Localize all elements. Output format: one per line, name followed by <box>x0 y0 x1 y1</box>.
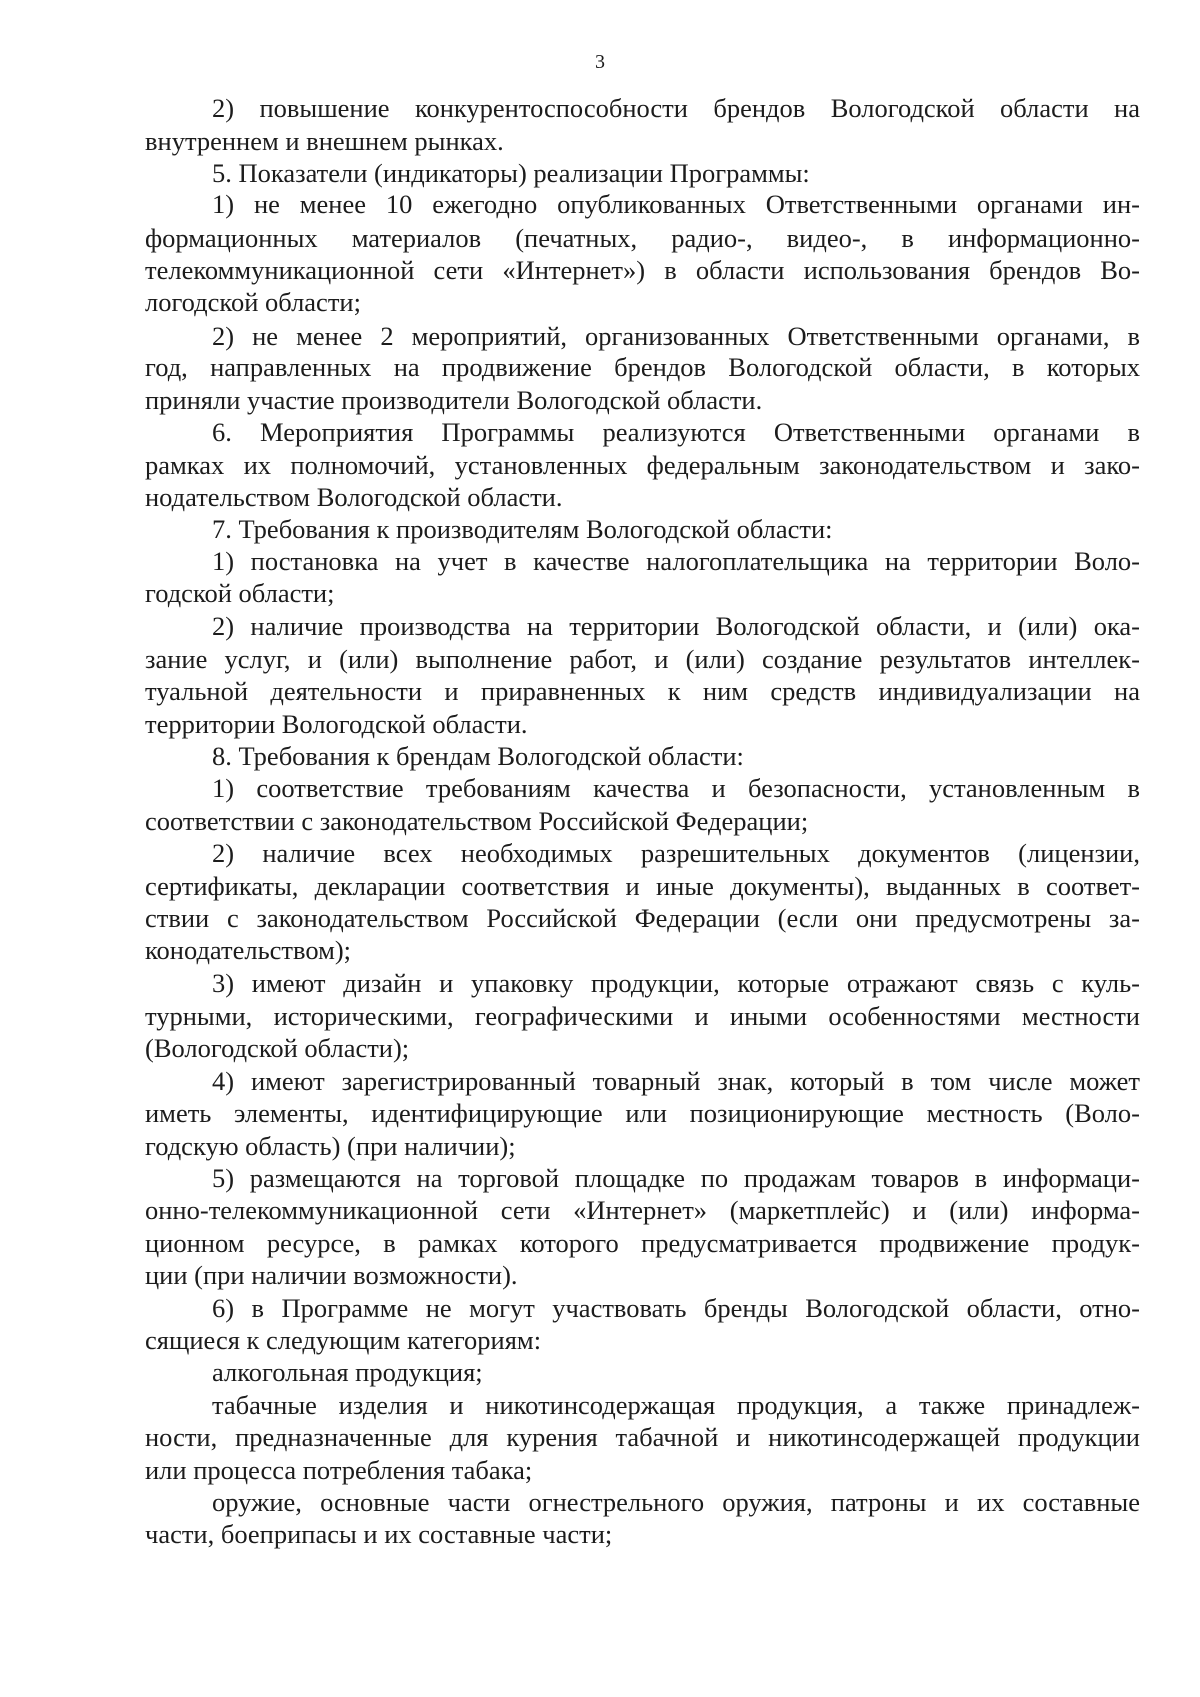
text-line <box>0 1389 1200 1421</box>
text-line-content: (Вологодской области); <box>145 1033 410 1063</box>
text-line <box>0 1227 1200 1259</box>
text-line <box>0 513 1200 545</box>
text-line-content: сящиеся к следующим категориям: <box>145 1325 542 1355</box>
text-line <box>0 610 1200 642</box>
text-line <box>0 577 1200 609</box>
text-line-content: 1) не менее 10 ежегодно опубликованных Ответственными органами ин- <box>212 189 1140 219</box>
text-line-content: 6. Мероприятия Программы реализуются Ответственными органами в <box>212 417 1140 447</box>
text-line-content: 3) имеют дизайн и упаковку продукции, которые отражают связь с куль- <box>212 968 1140 998</box>
text-line-content: внутреннем и внешнем рынках. <box>145 126 504 156</box>
text-line-content: телекоммуникационной сети «Интернет») в области использования брендов Во- <box>145 255 1140 285</box>
text-line <box>0 1324 1200 1356</box>
text-line <box>0 1162 1200 1194</box>
text-line-content: 5) размещаются на торговой площадке по продажам товаров в информаци- <box>212 1163 1140 1193</box>
text-line-content: онно-телекоммуникационной сети «Интернет» (маркетплейс) и (или) информа- <box>145 1195 1140 1225</box>
text-line-content: рамках их полномочий, установленных федеральным законодательством и зако- <box>145 450 1140 480</box>
text-line <box>0 902 1200 934</box>
text-line-content: 6) в Программе не могут участвовать бренды Вологодской области, отно- <box>212 1293 1140 1323</box>
text-line <box>0 1356 1200 1388</box>
text-line <box>0 1421 1200 1453</box>
text-line-content: или процесса потребления табака; <box>145 1455 533 1485</box>
text-line <box>0 1032 1200 1064</box>
text-line <box>0 481 1200 513</box>
text-line <box>0 675 1200 707</box>
text-line-content: ствии с законодательством Российской Федерации (если они предусмотрены за- <box>145 903 1140 933</box>
text-line-content: логодской области; <box>145 287 361 317</box>
text-line <box>0 934 1200 966</box>
text-line <box>0 384 1200 416</box>
text-line-content: 7. Требования к производителям Вологодской области: <box>212 514 833 544</box>
text-line <box>0 1130 1200 1162</box>
text-line <box>0 254 1200 286</box>
text-line <box>0 772 1200 804</box>
text-line-content: оружие, основные части огнестрельного оружия, патроны и их составные <box>212 1487 1140 1517</box>
text-line-content: иметь элементы, идентифицирующие или позиционирующие местность (Воло- <box>145 1098 1140 1128</box>
text-line-content: ции (при наличии возможности). <box>145 1260 518 1290</box>
text-line-content: туальной деятельности и приравненных к ним средств индивидуализации на <box>145 676 1140 706</box>
text-line-content: годской области; <box>145 578 335 608</box>
text-line <box>0 320 1200 352</box>
text-line-content: годскую область) (при наличии); <box>145 1131 516 1161</box>
text-line-content: 5. Показатели (индикаторы) реализации Программы: <box>212 158 810 188</box>
text-line <box>0 545 1200 577</box>
text-line-content: нодательством Вологодской области. <box>145 482 563 512</box>
text-line <box>0 1454 1200 1486</box>
text-line-content: табачные изделия и никотинсодержащая продукция, а также принадлеж- <box>212 1390 1140 1420</box>
text-line <box>0 967 1200 999</box>
text-line <box>0 1486 1200 1518</box>
text-line-content: зание услуг, и (или) выполнение работ, и (или) создание результатов интеллек- <box>145 644 1140 674</box>
text-line <box>0 222 1200 254</box>
text-line-content: конодательством); <box>145 935 352 965</box>
text-line <box>0 286 1200 318</box>
text-line <box>0 1292 1200 1324</box>
text-line <box>0 125 1200 157</box>
text-line <box>0 1518 1200 1550</box>
text-line-content: территории Вологодской области. <box>145 709 528 739</box>
text-line <box>0 837 1200 869</box>
text-line <box>0 1194 1200 1226</box>
text-line-content: части, боеприпасы и их составные части; <box>145 1519 613 1549</box>
text-line-content: соответствии с законодательством Российской Федерации; <box>145 806 809 836</box>
text-line-content: алкогольная продукция; <box>212 1357 483 1387</box>
text-line <box>0 157 1200 189</box>
text-line-content: приняли участие производители Вологодской области. <box>145 385 763 415</box>
page-number: 3 <box>595 51 605 73</box>
text-line <box>0 92 1200 124</box>
text-line-content: 2) наличие производства на территории Вологодской области, и (или) ока- <box>212 611 1140 641</box>
text-line <box>0 1000 1200 1032</box>
text-line-content: 2) повышение конкурентоспособности брендов Вологодской области на <box>212 93 1140 123</box>
text-line <box>0 1259 1200 1291</box>
text-line-content: 1) соответствие требованиям качества и безопасности, установленным в <box>212 773 1140 803</box>
text-line-content: год, направленных на продвижение брендов Вологодской области, в которых <box>145 352 1140 382</box>
text-line-content: 4) имеют зарегистрированный товарный знак, который в том числе может <box>212 1066 1140 1096</box>
text-line-content: 2) наличие всех необходимых разрешительных документов (лицензии, <box>212 838 1140 868</box>
text-line <box>0 1097 1200 1129</box>
text-line <box>0 708 1200 740</box>
text-line-content: 2) не менее 2 мероприятий, организованных Ответственными органами, в <box>212 321 1140 351</box>
text-line-content: формационных материалов (печатных, радио-, видео-, в информационно- <box>145 223 1140 253</box>
text-line <box>0 870 1200 902</box>
text-line <box>0 740 1200 772</box>
text-line <box>0 805 1200 837</box>
text-line <box>0 188 1200 220</box>
text-line-content: сертификаты, декларации соответствия и иные документы), выданных в соответ- <box>145 871 1140 901</box>
text-line <box>0 351 1200 383</box>
text-line <box>0 1065 1200 1097</box>
text-line-content: турными, историческими, географическими и иными особенностями местности <box>145 1001 1140 1031</box>
text-line <box>0 643 1200 675</box>
text-line-content: ционном ресурсе, в рамках которого предусматривается продвижение продук- <box>145 1228 1140 1258</box>
text-line-content: ности, предназначенные для курения табачной и никотинсодержащей продукции <box>145 1422 1140 1452</box>
text-line-content: 8. Требования к брендам Вологодской области: <box>212 741 744 771</box>
text-line-content: 1) постановка на учет в качестве налогоплательщика на территории Воло- <box>212 546 1140 576</box>
text-line <box>0 416 1200 448</box>
text-line <box>0 449 1200 481</box>
